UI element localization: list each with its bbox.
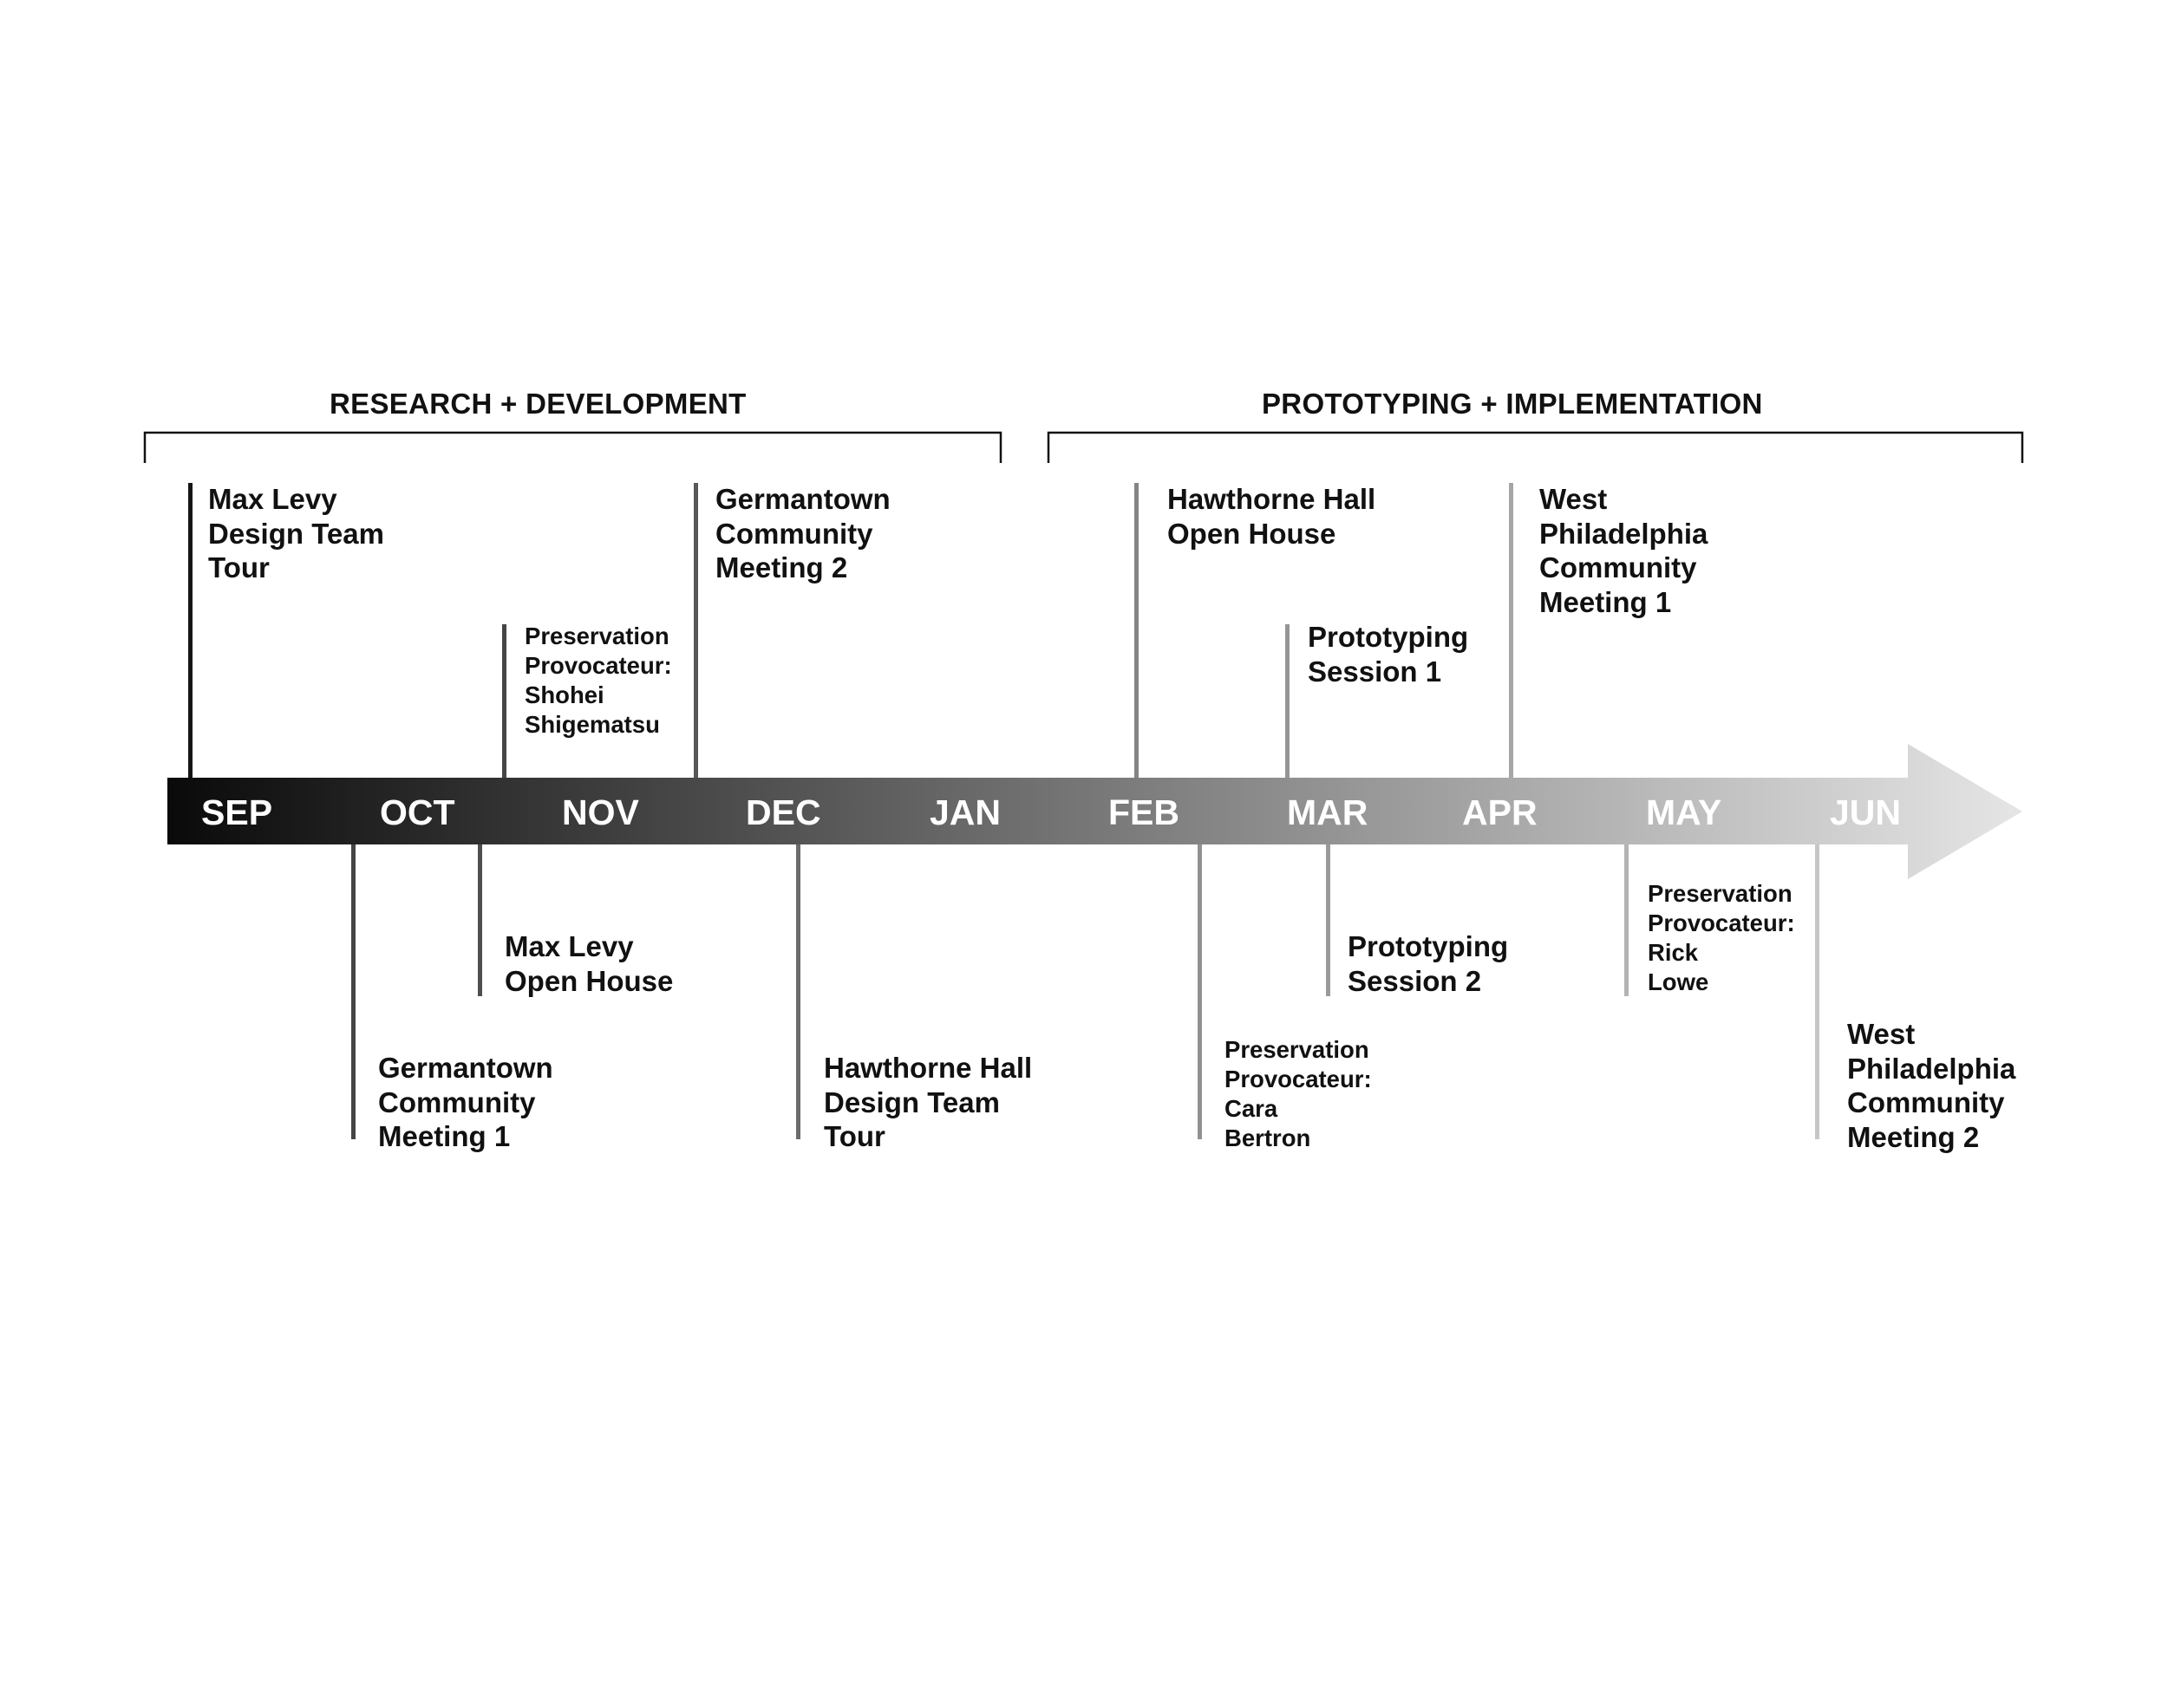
month-label-jun: JUN	[1830, 792, 1902, 832]
phase-bracket-prototyping	[1048, 433, 2022, 463]
phase-label-research: RESEARCH + DEVELOPMENT	[330, 388, 747, 420]
month-label-feb: FEB	[1108, 792, 1179, 832]
event-label-preservation-bertron: Preservation Provocateur: Cara Bertron	[1224, 1036, 1372, 1151]
event-label-max-levy-open-house: Max Levy Open House	[505, 930, 674, 997]
event-label-germantown-meeting-2: Germantown Community Meeting 2	[715, 483, 891, 583]
month-label-oct: OCT	[380, 792, 455, 832]
marker-line-germantown-meeting-2	[694, 483, 698, 778]
marker-line-preservation-shigematsu	[502, 624, 506, 778]
event-label-germantown-meeting-1: Germantown Community Meeting 1	[378, 1052, 553, 1152]
event-label-max-levy-design-tour: Max Levy Design Team Tour	[208, 483, 384, 583]
marker-line-germantown-meeting-1	[351, 844, 356, 1139]
month-label-nov: NOV	[562, 792, 639, 832]
marker-line-west-philly-meeting-2	[1815, 844, 1819, 1139]
event-label-prototyping-session-2: Prototyping Session 2	[1348, 930, 1509, 997]
marker-line-west-philly-meeting-1	[1509, 483, 1513, 778]
marker-line-prototyping-session-2	[1326, 844, 1330, 996]
event-label-west-philly-meeting-1: West Philadelphia Community Meeting 1	[1539, 483, 1708, 618]
marker-line-hawthorne-design-tour	[796, 844, 800, 1139]
month-label-may: MAY	[1646, 792, 1722, 832]
marker-line-hawthorne-open-house	[1134, 483, 1139, 778]
month-label-apr: APR	[1462, 792, 1538, 832]
event-label-hawthorne-design-tour: Hawthorne Hall Design Team Tour	[824, 1052, 1033, 1152]
phase-bracket-research	[145, 433, 1001, 463]
month-label-dec: DEC	[746, 792, 821, 832]
event-label-prototyping-session-1: Prototyping Session 1	[1308, 621, 1469, 688]
month-label-sep: SEP	[201, 792, 273, 832]
month-label-mar: MAR	[1287, 792, 1368, 832]
marker-line-max-levy-design-tour	[188, 483, 193, 778]
phase-label-prototyping: PROTOTYPING + IMPLEMENTATION	[1262, 388, 1763, 420]
event-label-hawthorne-open-house: Hawthorne Hall Open House	[1167, 483, 1376, 550]
marker-line-preservation-bertron	[1198, 844, 1202, 1139]
marker-line-preservation-lowe	[1624, 844, 1629, 996]
marker-line-max-levy-open-house	[478, 844, 482, 996]
marker-line-prototyping-session-1	[1285, 624, 1290, 778]
event-label-preservation-lowe: Preservation Provocateur: Rick Lowe	[1648, 880, 1795, 995]
event-label-preservation-shigematsu: Preservation Provocateur: Shohei Shigematsu	[525, 623, 672, 738]
event-label-west-philly-meeting-2: West Philadelphia Community Meeting 2	[1847, 1018, 2016, 1153]
month-label-jan: JAN	[930, 792, 1002, 832]
